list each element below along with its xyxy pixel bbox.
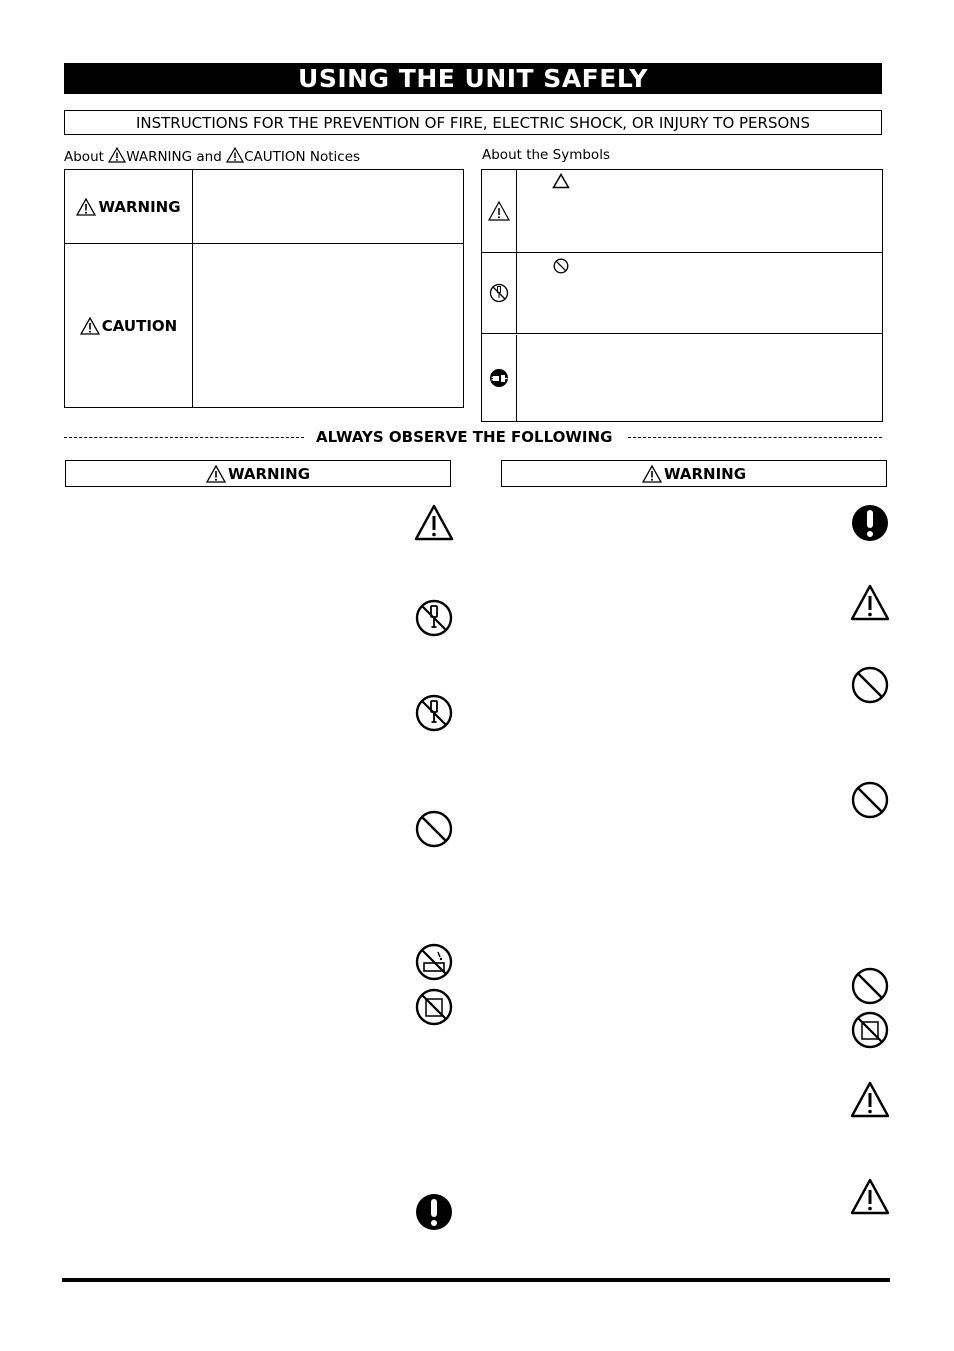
- instructions-banner: INSTRUCTIONS FOR THE PREVENTION OF FIRE, ELECTRIC SHOCK, OR INJURY TO PERSONS: [64, 110, 882, 135]
- symbol-row: [482, 335, 882, 421]
- notices-heading: [64, 147, 360, 165]
- page-title: USING THE UNIT SAFELY: [64, 63, 882, 94]
- warning-notice-row: [65, 170, 463, 244]
- right-warning-header: [501, 460, 887, 487]
- prohibited-icon: [414, 809, 454, 849]
- symbol-row: [482, 170, 882, 253]
- prohibited-icon: [850, 966, 890, 1006]
- bottom-rule: [62, 1278, 890, 1282]
- warning-notice-label: [65, 170, 193, 243]
- caution-triangle-icon: [488, 201, 510, 221]
- do-not-disassemble-icon: [414, 598, 454, 638]
- dashed-divider-left: [64, 437, 304, 438]
- notices-heading-warning: WARNING: [126, 149, 193, 165]
- caution-triangle-icon: [642, 465, 662, 483]
- left-warning-header-text: WARNING: [227, 464, 311, 483]
- caution-triangle-icon: [850, 583, 890, 623]
- always-observe-heading: ALWAYS OBSERVE THE FOLLOWING: [316, 428, 613, 446]
- notices-table: [64, 169, 464, 408]
- warning-label-text: WARNING: [98, 197, 181, 216]
- do-not-disassemble-icon: [414, 693, 454, 733]
- notices-heading-and: and: [196, 149, 222, 165]
- symbols-table: [481, 169, 883, 422]
- caution-triangle-icon: [76, 198, 96, 216]
- caution-triangle-icon: [552, 173, 570, 189]
- caution-triangle-icon: [414, 503, 454, 543]
- caution-triangle-icon: [850, 1080, 890, 1120]
- caution-triangle-icon: [226, 147, 244, 163]
- caution-triangle-icon: [80, 317, 100, 335]
- mandatory-exclamation-icon: [414, 1192, 454, 1232]
- left-warning-header: [65, 460, 451, 487]
- no-water-icon: [414, 942, 454, 982]
- prohibited-icon: [850, 780, 890, 820]
- notices-heading-about: About: [64, 149, 104, 165]
- dashed-divider-right: [628, 437, 882, 438]
- no-children-icon: [414, 987, 454, 1027]
- notices-heading-caution: CAUTION: [244, 149, 306, 165]
- symbols-heading: About the Symbols: [482, 147, 610, 163]
- do-not-disassemble-icon: [489, 283, 509, 303]
- caution-notice-row: [65, 244, 463, 407]
- right-warning-header-text: WARNING: [663, 464, 747, 483]
- no-children-icon: [850, 1010, 890, 1050]
- mandatory-exclamation-icon: [850, 503, 890, 543]
- notices-heading-notices: Notices: [309, 149, 361, 165]
- caution-triangle-icon: [850, 1177, 890, 1217]
- prohibited-icon: [553, 258, 569, 274]
- unplug-icon: [489, 368, 509, 388]
- prohibited-icon: [850, 665, 890, 705]
- symbol-row: [482, 253, 882, 334]
- caution-triangle-icon: [206, 465, 226, 483]
- caution-notice-label: [65, 244, 193, 407]
- caution-triangle-icon: [108, 147, 126, 163]
- caution-label-text: CAUTION: [101, 316, 178, 335]
